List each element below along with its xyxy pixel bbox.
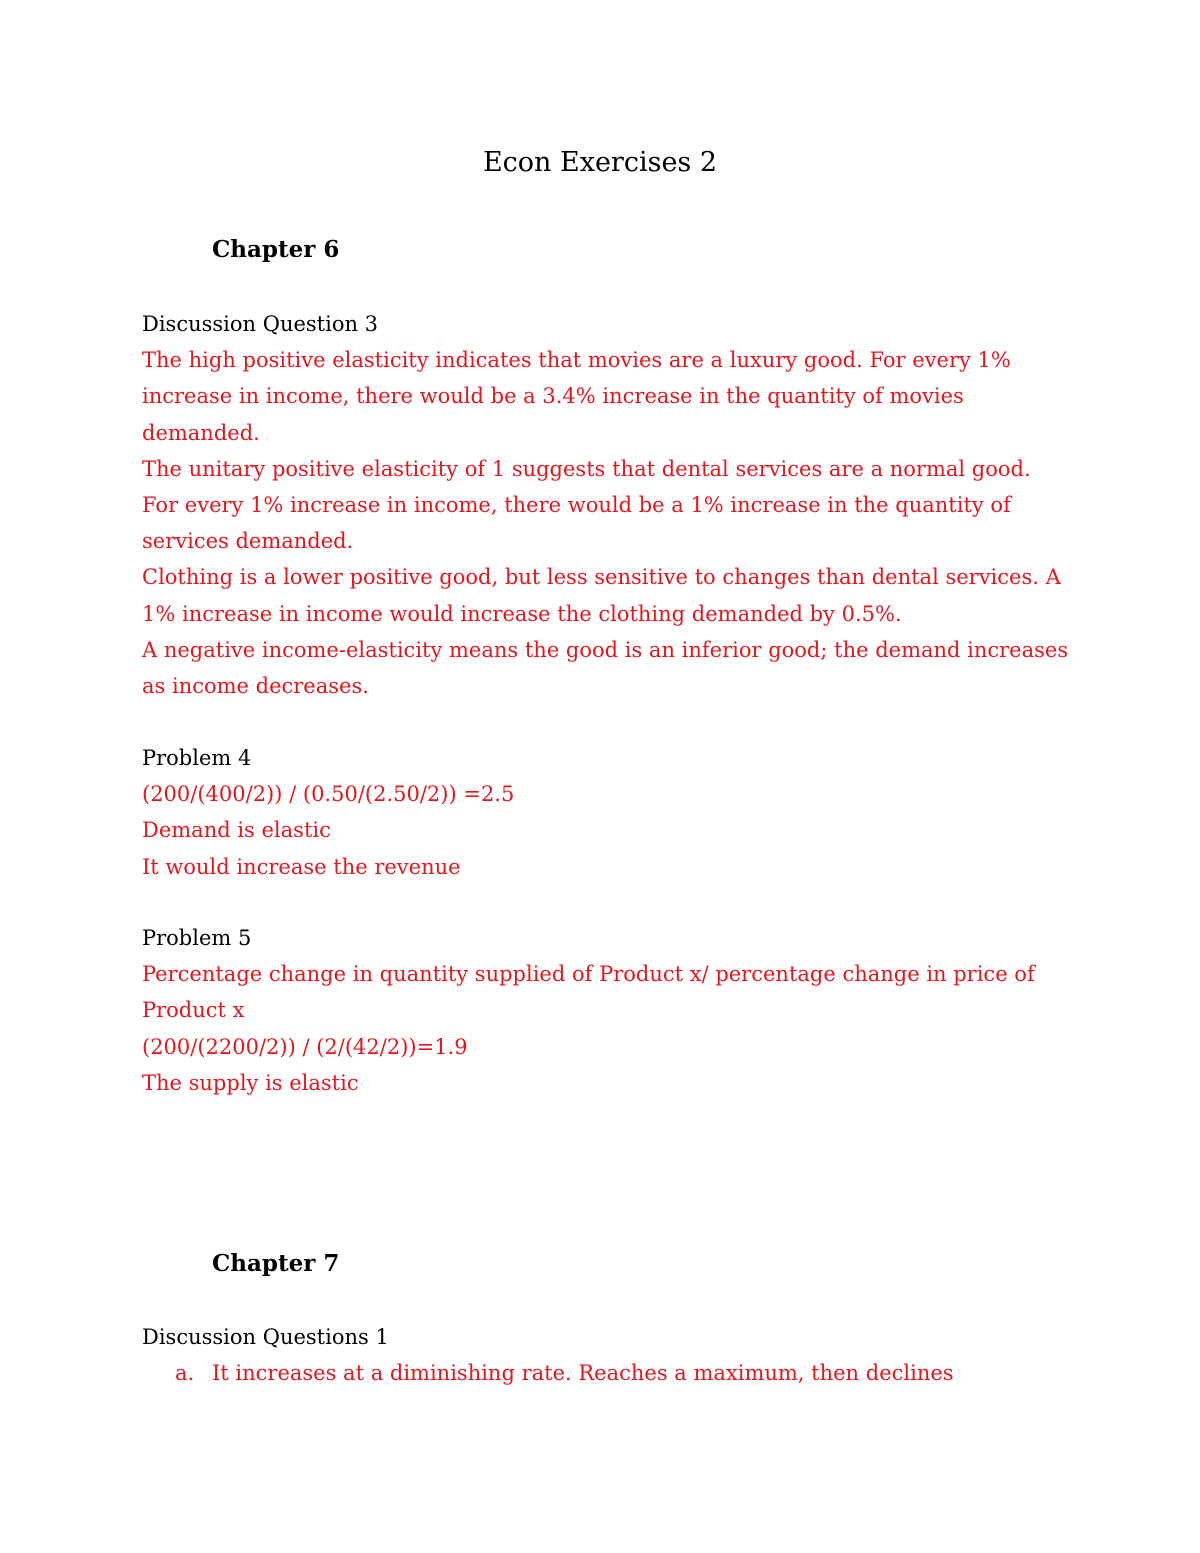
dq1-item-a-text: It increases at a diminishing rate. Reaches a maximum, then declines [212,1361,954,1385]
chapter-6-problem5-section [142,920,1072,1101]
problem4-formula: (200/(400/2)) / (0.50/(2.50/2)) =2.5 [142,782,515,807]
dq3-label: Discussion Question 3 [142,312,379,336]
problem4-label: Problem 4 [142,746,252,770]
dq1-list-item-a [175,1355,954,1391]
problem5-conclusion: The supply is elastic [142,1070,359,1095]
dq3-answer-dental: The unitary positive elasticity of 1 suggests that dental services are a normal good. For every 1% increase in income, there would be a 1% increase in the quantity of services demanded. [142,456,1031,554]
dq1-label: Discussion Questions 1 [142,1325,389,1349]
dq3-answer-movies: The high positive elasticity indicates that movies are a luxury good. For every 1% increase in income, there would be a 3.4% increase in the quantity of movies demanded. [142,348,1011,445]
problem4-revenue: It would increase the revenue [142,854,461,879]
list-marker: a. [175,1361,195,1385]
dq3-answer-clothing: Clothing is a lower positive good, but less sensitive to changes than dental services. A 1% increase in income would increase the clothing demanded by 0.5%. [142,565,1061,626]
chapter-6-problem4-section [142,740,1072,885]
problem4-conclusion: Demand is elastic [142,818,331,843]
chapter-7-heading: Chapter 7 [212,1250,340,1277]
problem5-definition: Percentage change in quantity supplied of Product x/ percentage change in price of Product x [142,962,1035,1023]
document-title: Econ Exercises 2 [482,147,718,178]
problem5-formula: (200/(2200/2)) / (2/(42/2))=1.9 [142,1034,468,1059]
chapter-7-dq1-section [142,1319,1072,1355]
chapter-6-dq3-section [142,306,1072,704]
chapter-6-heading: Chapter 6 [212,236,340,263]
problem5-label: Problem 5 [142,926,252,950]
dq3-answer-inferior: A negative income-elasticity means the good is an inferior good; the demand increases as income decreases. [142,637,1069,699]
